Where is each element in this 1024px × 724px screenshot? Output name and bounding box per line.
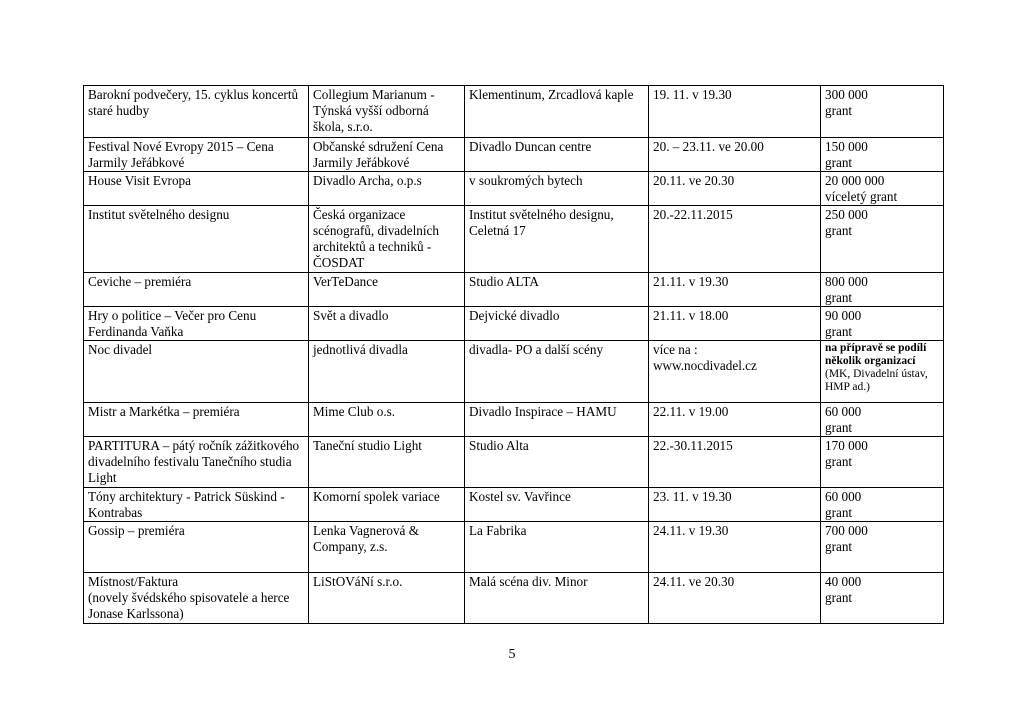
date-cell: 20. – 23.11. ve 20.00 bbox=[649, 138, 821, 172]
date-cell: 21.11. v 19.30 bbox=[649, 273, 821, 307]
organizer-cell: Collegium Marianum - Týnská vyšší odborná škola, s.r.o. bbox=[309, 86, 465, 138]
table-row bbox=[84, 138, 944, 172]
date-cell bbox=[649, 341, 821, 403]
organizer-cell: Komorní spolek variace bbox=[309, 488, 465, 522]
amount-note: grant bbox=[825, 103, 853, 118]
venue-cell: divadla- PO a další scény bbox=[465, 341, 649, 403]
organizer-cell: LiStOVáNí s.r.o. bbox=[309, 573, 465, 624]
amount-value: 300 000 bbox=[825, 87, 868, 102]
event-name-cell: Noc divadel bbox=[84, 341, 309, 403]
amount-note: grant bbox=[825, 420, 853, 435]
amount-value: 700 000 bbox=[825, 523, 868, 538]
table-row bbox=[84, 307, 944, 341]
amount-note: grant bbox=[825, 155, 853, 170]
page-number: 5 bbox=[508, 647, 516, 662]
venue-cell: Dejvické divadlo bbox=[465, 307, 649, 341]
amount-value: 60 000 bbox=[825, 404, 862, 419]
event-name-cell: PARTITURA – pátý ročník zážitkového divadelního festivalu Tanečního studia Light bbox=[84, 437, 309, 488]
amount-cell bbox=[821, 522, 944, 573]
table-row bbox=[84, 437, 944, 488]
amount-note: grant bbox=[825, 223, 853, 238]
amount-value: 800 000 bbox=[825, 274, 868, 289]
amount-note: grant bbox=[825, 505, 853, 520]
venue-cell: Kostel sv. Vavřince bbox=[465, 488, 649, 522]
amount-note: grant bbox=[825, 290, 853, 305]
event-name-cell: Hry o politice – Večer pro Cenu Ferdinanda Vaňka bbox=[84, 307, 309, 341]
event-name-cell: Institut světelného designu bbox=[84, 206, 309, 273]
date-cell: 22.11. v 19.00 bbox=[649, 403, 821, 437]
organizer-cell: Občanské sdružení Cena Jarmily Jeřábkové bbox=[309, 138, 465, 172]
amount-value: 150 000 bbox=[825, 139, 868, 154]
event-name-cell: Tóny architektury - Patrick Süskind - Kontrabas bbox=[84, 488, 309, 522]
amount-note: grant bbox=[825, 590, 853, 605]
table-row bbox=[84, 488, 944, 522]
event-name-cell: Místnost/Faktura (novely švédského spisovatele a herce Jonase Karlssona) bbox=[84, 573, 309, 624]
organizer-cell: Lenka Vagnerová & Company, z.s. bbox=[309, 522, 465, 573]
event-name-cell: Festival Nové Evropy 2015 – Cena Jarmily Jeřábkové bbox=[84, 138, 309, 172]
amount-value: 90 000 bbox=[825, 308, 862, 323]
table-row bbox=[84, 341, 944, 403]
date-cell: 22.-30.11.2015 bbox=[649, 437, 821, 488]
event-name-cell: Gossip – premiéra bbox=[84, 522, 309, 573]
venue-cell: v soukromých bytech bbox=[465, 172, 649, 206]
table-row bbox=[84, 273, 944, 307]
table-row bbox=[84, 206, 944, 273]
amount-cell bbox=[821, 138, 944, 172]
venue-cell: Studio Alta bbox=[465, 437, 649, 488]
date-cell: 19. 11. v 19.30 bbox=[649, 86, 821, 138]
date-cell: 24.11. v 19.30 bbox=[649, 522, 821, 573]
event-name-cell: Ceviche – premiéra bbox=[84, 273, 309, 307]
events-table bbox=[83, 85, 944, 624]
amount-cell bbox=[821, 488, 944, 522]
date-cell: 21.11. v 18.00 bbox=[649, 307, 821, 341]
organizer-cell: Svět a divadlo bbox=[309, 307, 465, 341]
date-cell: 20.-22.11.2015 bbox=[649, 206, 821, 273]
amount-cell bbox=[821, 341, 944, 403]
organizer-cell: VerTeDance bbox=[309, 273, 465, 307]
amount-value: 20 000 000 bbox=[825, 173, 885, 188]
note-rest: (MK, Divadelní ústav, HMP ad.) bbox=[825, 368, 928, 393]
amount-cell bbox=[821, 273, 944, 307]
event-name-cell: Mistr a Markétka – premiéra bbox=[84, 403, 309, 437]
amount-note: grant bbox=[825, 454, 853, 469]
venue-cell: La Fabrika bbox=[465, 522, 649, 573]
amount-note: víceletý grant bbox=[825, 189, 898, 204]
amount-cell bbox=[821, 437, 944, 488]
amount-note: grant bbox=[825, 539, 853, 554]
venue-cell: Malá scéna div. Minor bbox=[465, 573, 649, 624]
venue-cell: Klementinum, Zrcadlová kaple bbox=[465, 86, 649, 138]
organizer-cell: Mime Club o.s. bbox=[309, 403, 465, 437]
event-name-cell: House Visit Evropa bbox=[84, 172, 309, 206]
date-line: více na : bbox=[653, 342, 698, 357]
amount-cell bbox=[821, 403, 944, 437]
event-name-cell: Barokní podvečery, 15. cyklus koncertů staré hudby bbox=[84, 86, 309, 138]
table-row bbox=[84, 522, 944, 573]
organizer-cell: jednotlivá divadla bbox=[309, 341, 465, 403]
amount-cell bbox=[821, 206, 944, 273]
venue-cell: Studio ALTA bbox=[465, 273, 649, 307]
amount-value: 250 000 bbox=[825, 207, 868, 222]
note-bold: na přípravě se podílí několik organizací bbox=[825, 342, 927, 367]
table-row bbox=[84, 573, 944, 624]
date-cell: 23. 11. v 19.30 bbox=[649, 488, 821, 522]
amount-value: 60 000 bbox=[825, 489, 862, 504]
amount-note: grant bbox=[825, 324, 853, 339]
amount-value: 40 000 bbox=[825, 574, 862, 589]
venue-cell: Divadlo Inspirace – HAMU bbox=[465, 403, 649, 437]
organizer-cell: Česká organizace scénografů, divadelních architektů a techniků - ČOSDAT bbox=[309, 206, 465, 273]
table-row bbox=[84, 403, 944, 437]
date-cell: 24.11. ve 20.30 bbox=[649, 573, 821, 624]
organizer-cell: Taneční studio Light bbox=[309, 437, 465, 488]
website-text: www.nocdivadel.cz bbox=[653, 358, 757, 373]
venue-cell: Divadlo Duncan centre bbox=[465, 138, 649, 172]
organizer-cell: Divadlo Archa, o.p.s bbox=[309, 172, 465, 206]
table-row bbox=[84, 86, 944, 138]
amount-cell bbox=[821, 86, 944, 138]
date-cell: 20.11. ve 20.30 bbox=[649, 172, 821, 206]
amount-cell bbox=[821, 172, 944, 206]
table-row bbox=[84, 172, 944, 206]
amount-cell bbox=[821, 307, 944, 341]
venue-cell: Institut světelného designu, Celetná 17 bbox=[465, 206, 649, 273]
amount-value: 170 000 bbox=[825, 438, 868, 453]
amount-cell bbox=[821, 573, 944, 624]
